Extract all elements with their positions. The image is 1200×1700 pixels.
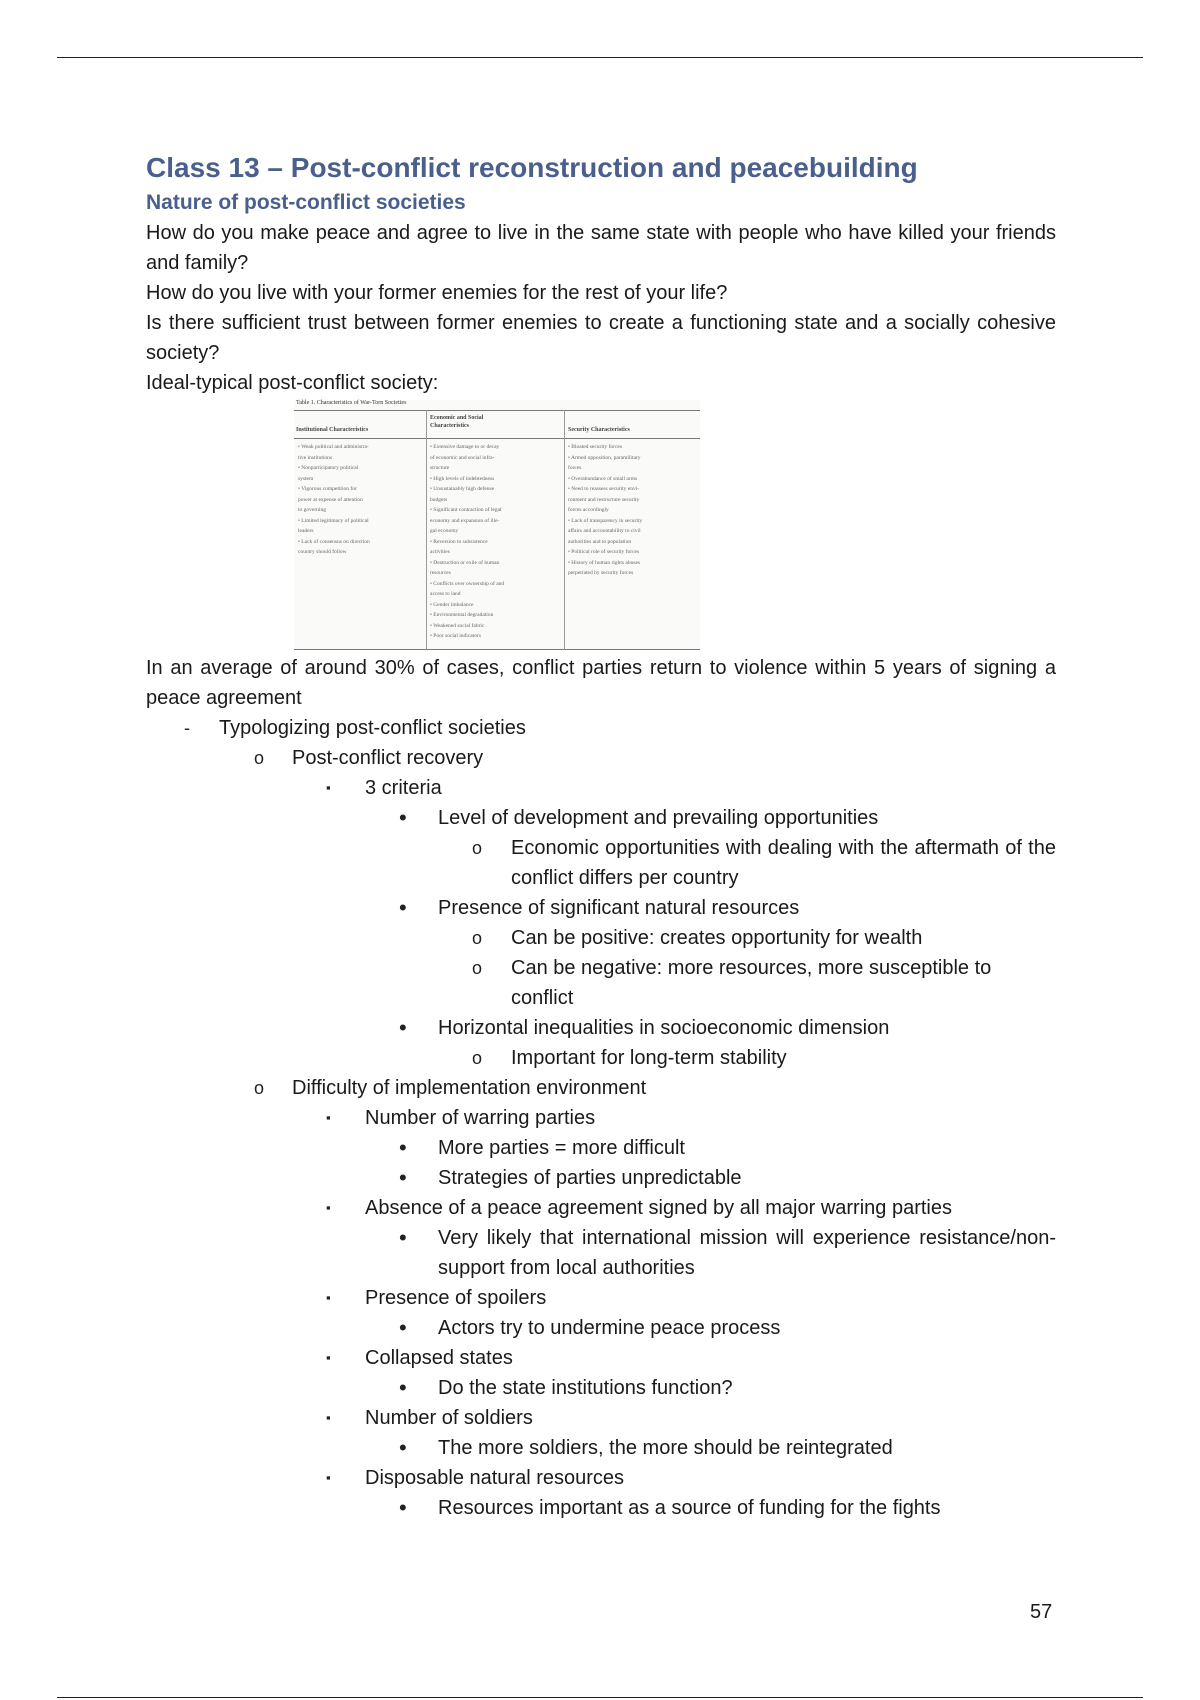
bullet-marker: ▪ xyxy=(326,1290,331,1305)
table-cell-line: • Nonparticipatory political xyxy=(298,465,359,471)
outline-item-text: 3 criteria xyxy=(365,777,442,799)
outline-item-level-4 xyxy=(146,1313,1056,1343)
outline-item-level-1 xyxy=(146,713,1056,743)
table-cell-line: • Extensive damage to or decay xyxy=(430,444,500,450)
bullet-marker: • xyxy=(399,1375,407,1400)
bullet-marker: ▪ xyxy=(326,1110,331,1125)
table-cell-line: • Lack of transparency in security xyxy=(568,517,643,524)
table-header-security: Security Characteristics xyxy=(568,427,630,433)
footer-rule xyxy=(57,1697,1143,1698)
table-cell-line: affairs and accountability to civil xyxy=(568,528,641,534)
outline-item-level-4 xyxy=(146,1373,1056,1403)
table-column-divider xyxy=(564,410,565,650)
intro-paragraph: How do you live with your former enemies for the rest of your life? xyxy=(146,282,728,304)
outline-item-text: Difficulty of implementation environment xyxy=(292,1077,647,1099)
header-rule xyxy=(57,57,1143,58)
bullet-marker: • xyxy=(399,895,407,920)
bullet-marker: • xyxy=(399,1015,407,1040)
table-cell-line: • Destruction or exile of human xyxy=(430,559,500,566)
outline-item-text: Can be negative: more resources, more susceptible to conflict xyxy=(511,957,992,1009)
bullet-marker: o xyxy=(472,958,483,978)
outline-item-text: Very likely that international mission will experience resistance/non-support from local authorities xyxy=(438,1227,1056,1279)
bullet-marker: • xyxy=(399,1315,407,1340)
table-cell-line: authorities and to population xyxy=(568,538,632,545)
outline-item-level-5 xyxy=(146,1043,1056,1073)
outline-item-level-2 xyxy=(146,743,1056,773)
outline-item-level-3 xyxy=(146,1403,1056,1433)
outline-item-text: Do the state institutions function? xyxy=(438,1377,733,1399)
table-cell-line: • Lack of consensus on direction xyxy=(298,538,370,545)
table-cell-line: access to land xyxy=(430,591,461,597)
table-cell-line: • Need to reassess security envi- xyxy=(568,486,640,492)
outline-item-level-4 xyxy=(146,1493,1056,1523)
outline-item-text: Horizontal inequalities in socioeconomic dimension xyxy=(438,1017,890,1039)
table-cell-line: economy and expansion of ille- xyxy=(430,517,500,524)
relapse-paragraph: In an average of around 30% of cases, conflict parties return to violence within 5 years of signing a peace agreement xyxy=(146,657,1056,709)
table-cell-line: • Unsustainably high defense xyxy=(430,486,495,492)
intro-paragraph: Is there sufficient trust between former enemies to create a functioning state and a socially cohesive society? xyxy=(146,312,1056,364)
table-cell-line: • Poor social indicators xyxy=(430,633,481,639)
bullet-marker: o xyxy=(472,1048,483,1068)
table-rule xyxy=(294,438,700,439)
table-cell-line: • Limited legitimacy of political xyxy=(298,517,369,524)
table-cell-line: budgets xyxy=(430,496,448,503)
table-cell-line: • Environmental degradation xyxy=(430,612,494,618)
table-rule xyxy=(294,649,700,650)
table-cell-line: • Overabundance of small arms xyxy=(568,475,638,482)
table-cell-line: to governing xyxy=(298,507,326,513)
outline-item-text: The more soldiers, the more should be reintegrated xyxy=(438,1437,893,1459)
outline-item-level-4 xyxy=(146,893,1056,923)
outline-item-level-3 xyxy=(146,1463,1056,1493)
table-cell-line: • Gender imbalance xyxy=(430,601,474,608)
bullet-marker: • xyxy=(399,1435,407,1460)
outline-item-level-3 xyxy=(146,1103,1056,1133)
bullet-marker: - xyxy=(184,718,190,738)
outline-item-level-3 xyxy=(146,773,1056,803)
bullet-marker: ▪ xyxy=(326,1200,331,1215)
bullet-marker: • xyxy=(399,1225,407,1250)
table-cell-line: • History of human rights abuses xyxy=(568,559,641,566)
outline-item-text: Presence of significant natural resources xyxy=(438,897,800,919)
table-cell-line: • Political role of security forces xyxy=(568,549,640,555)
outline-item-level-4 xyxy=(146,1433,1056,1463)
bullet-marker: • xyxy=(399,1165,407,1190)
outline-item-level-4 xyxy=(146,803,1056,833)
outline-item-text: Post-conflict recovery xyxy=(292,747,484,769)
table-cell-line: • High levels of indebtedness xyxy=(430,475,495,482)
outline-item-text: Actors try to undermine peace process xyxy=(438,1317,781,1339)
table-cell-line: perpetrated by security forces xyxy=(568,570,634,576)
outline-item-text: Presence of spoilers xyxy=(365,1287,547,1309)
table-cell-line: ronment and restructure security xyxy=(568,496,640,503)
outline-item-text: Important for long-term stability xyxy=(511,1047,787,1069)
table-cell-line: forces accordingly xyxy=(568,507,609,513)
outline-item-text: Absence of a peace agreement signed by all major warring parties xyxy=(365,1197,952,1219)
bullet-marker: o xyxy=(472,838,483,858)
table-cell-line: • Reversion to subsistence xyxy=(430,538,488,545)
section-heading: Nature of post-conflict societies xyxy=(146,191,466,214)
bullet-marker: ▪ xyxy=(326,1350,331,1365)
table-cell-line: forces xyxy=(568,465,582,471)
table-cell-line: • Weakened social fabric xyxy=(430,622,485,629)
bullet-marker: • xyxy=(399,1135,407,1160)
outline-item-text: Can be positive: creates opportunity for wealth xyxy=(511,927,923,949)
outline-item-text: Number of warring parties xyxy=(365,1107,596,1129)
table-header-economic-social: Economic and Social Characteristics xyxy=(430,415,484,429)
page-number: 57 xyxy=(1030,1601,1053,1623)
outline-item-text: More parties = more difficult xyxy=(438,1137,685,1159)
outline-item-level-4 xyxy=(146,1223,1056,1283)
outline-item-text: Economic opportunities with dealing with the aftermath of the conflict differs per country xyxy=(511,837,1056,889)
table-cell-line: structure xyxy=(430,465,450,471)
table-cell-line: resources xyxy=(430,570,451,576)
outline-item-level-4 xyxy=(146,1013,1056,1043)
outline-item-level-4 xyxy=(146,1133,1056,1163)
bullet-marker: ▪ xyxy=(326,780,331,795)
outline-item-text: Level of development and prevailing opportunities xyxy=(438,807,879,829)
bullet-marker: o xyxy=(254,1078,265,1098)
table-cell-line: • Vigorous competition for xyxy=(298,486,357,492)
table-cell-line: • Armed opposition, paramilitary xyxy=(568,454,641,461)
outline-item-level-3 xyxy=(146,1193,1056,1223)
bullet-marker: o xyxy=(254,748,265,768)
bullet-marker: o xyxy=(472,928,483,948)
page-content xyxy=(146,148,1056,1523)
outline-item-level-4 xyxy=(146,1163,1056,1193)
table-cell-line: • Conflicts over ownership of and xyxy=(430,580,505,587)
outline-item-level-5 xyxy=(146,923,1056,953)
outline-item-level-5 xyxy=(146,953,1056,1013)
table-header-institutional: Institutional Characteristics xyxy=(296,427,369,433)
table-caption: Table 1. Characteristics of War-Torn Societies xyxy=(296,400,407,406)
table-cell-line: activities xyxy=(430,549,450,555)
table-column-institutional xyxy=(298,442,424,558)
outline-item-level-3 xyxy=(146,1283,1056,1313)
outline-item-text: Typologizing post-conflict societies xyxy=(219,717,526,739)
outline-item-text: Collapsed states xyxy=(365,1347,513,1369)
table-cell-line: gal economy xyxy=(430,528,459,534)
outline-item-level-3 xyxy=(146,1343,1056,1373)
table-cell-line: • Bloated security forces xyxy=(568,444,623,450)
table-column-economic-social xyxy=(430,442,562,642)
outline-item-level-5 xyxy=(146,833,1056,893)
table-cell-line: • Significant contraction of legal xyxy=(430,507,502,513)
intro-paragraph: How do you make peace and agree to live in the same state with people who have killed your friends and family? xyxy=(146,222,1056,274)
outline-item-text: Strategies of parties unpredictable xyxy=(438,1167,742,1189)
table-cell-line: tive institutions xyxy=(298,454,333,461)
outline-list xyxy=(146,713,1056,1523)
table-cell-line: country should follow xyxy=(298,549,347,555)
outline-item-text: Disposable natural resources xyxy=(365,1467,625,1489)
bullet-marker: • xyxy=(399,805,407,830)
bullet-marker: • xyxy=(399,1495,407,1520)
table-cell-line: power at expense of attention xyxy=(298,496,363,503)
table-column-divider xyxy=(426,410,427,650)
table-column-security xyxy=(568,442,698,579)
table-rule xyxy=(294,410,700,411)
outline-item-level-2 xyxy=(146,1073,1056,1103)
table-cell-line: of economic and social infra- xyxy=(430,454,495,461)
table-cell-line: • Weak political and administra- xyxy=(298,444,369,450)
table-cell-line: leaders xyxy=(298,528,314,534)
bullet-marker: ▪ xyxy=(326,1410,331,1425)
figure-table-wrapper xyxy=(146,398,1056,653)
page-title: Class 13 – Post-conflict reconstruction and peacebuilding xyxy=(146,152,918,183)
bullet-marker: ▪ xyxy=(326,1470,331,1485)
war-torn-societies-table xyxy=(294,400,700,650)
table-cell-line: system xyxy=(298,475,314,482)
outline-item-text: Resources important as a source of funding for the fights xyxy=(438,1497,941,1519)
intro-paragraph: Ideal-typical post-conflict society: xyxy=(146,372,439,394)
outline-item-text: Number of soldiers xyxy=(365,1407,533,1429)
